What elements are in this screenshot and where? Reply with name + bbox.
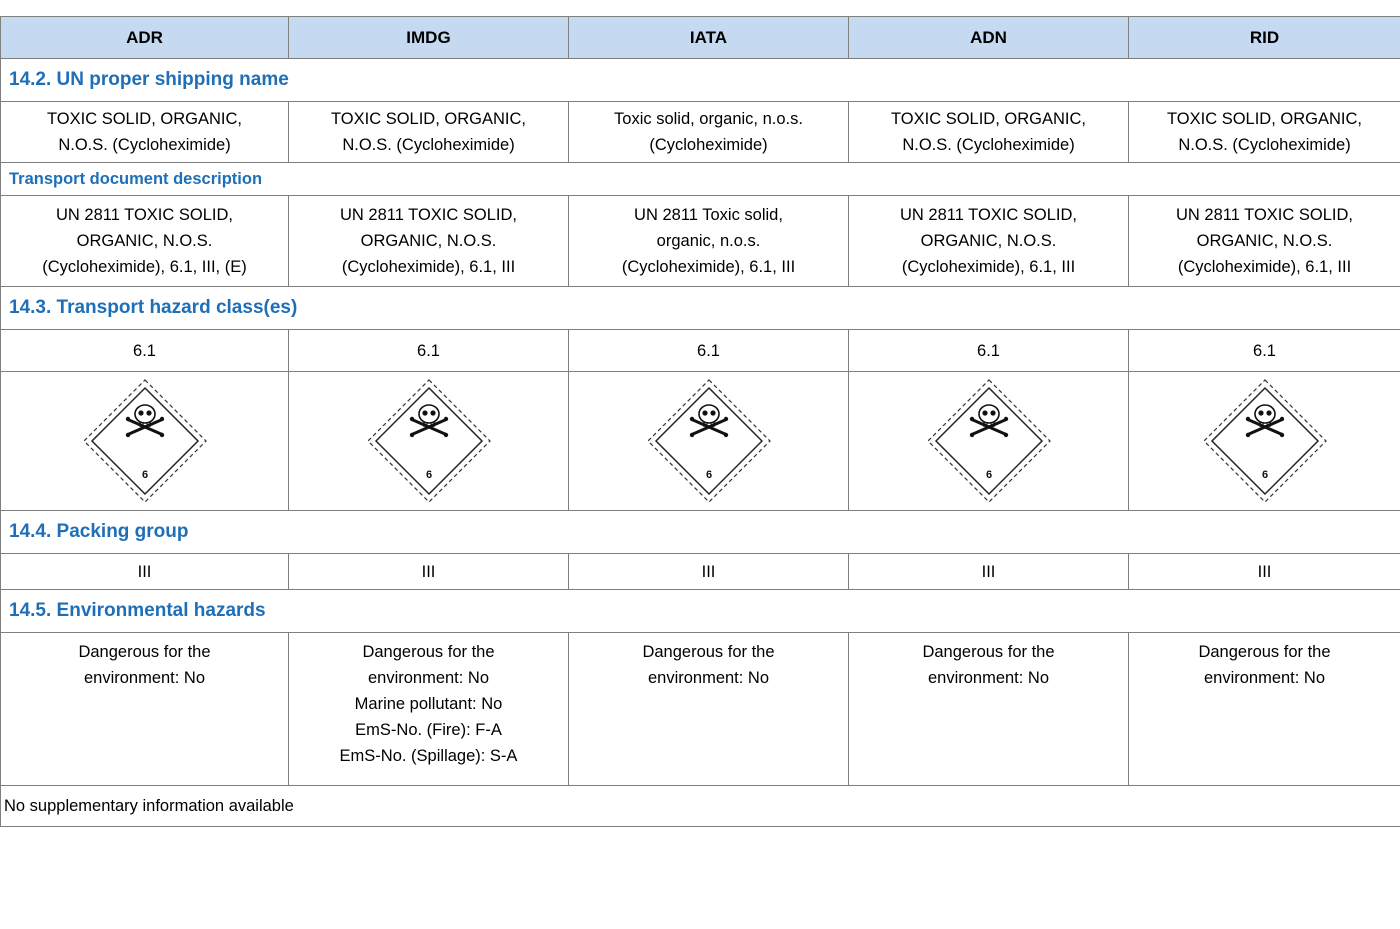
header-row [1,17,1400,59]
toxic-skull-crossbones-icon [1202,378,1328,504]
toxic-skull-crossbones-icon [646,378,772,504]
shipping-name-cell: TOXIC SOLID, ORGANIC, N.O.S. (Cycloheximide) [289,102,569,163]
env-hazards-row [1,633,1400,786]
env-hazards-cell: Dangerous for the environment: No [1,633,289,786]
hazard-label-cell [1,372,289,511]
hazard-label-cell [1129,372,1400,511]
hazard-class-cell: 6.1 [849,330,1129,372]
transport-doc-cell: UN 2811 Toxic solid, organic, n.o.s. (Cycloheximide), 6.1, III [569,196,849,287]
shipping-name-cell: TOXIC SOLID, ORGANIC, N.O.S. (Cycloheximide) [1,102,289,163]
packing-group-cell: III [1129,554,1400,590]
transport-doc-cell: UN 2811 TOXIC SOLID, ORGANIC, N.O.S. (Cycloheximide), 6.1, III, (E) [1,196,289,287]
env-hazards-cell: Dangerous for the environment: No [569,633,849,786]
placard-class-number: 6 [1261,469,1268,481]
packing-group-row [1,554,1400,590]
transport-doc-cell: UN 2811 TOXIC SOLID, ORGANIC, N.O.S. (Cycloheximide), 6.1, III [849,196,1129,287]
transport-doc-cell: UN 2811 TOXIC SOLID, ORGANIC, N.O.S. (Cycloheximide), 6.1, III [289,196,569,287]
shipping-name-cell: Toxic solid, organic, n.o.s. (Cycloheximide) [569,102,849,163]
transport-doc-row [1,196,1400,287]
env-hazards-cell: Dangerous for the environment: No [849,633,1129,786]
section-transport-doc: Transport document description [1,163,1400,196]
shipping-name-cell: TOXIC SOLID, ORGANIC, N.O.S. (Cycloheximide) [849,102,1129,163]
header-adn: ADN [849,17,1129,59]
toxic-skull-crossbones-icon [82,378,208,504]
packing-group-cell: III [569,554,849,590]
packing-group-cell: III [289,554,569,590]
hazard-label-cell [289,372,569,511]
transport-doc-cell: UN 2811 TOXIC SOLID, ORGANIC, N.O.S. (Cycloheximide), 6.1, III [1129,196,1400,287]
header-adr: ADR [1,17,289,59]
placard-class-number: 6 [985,469,992,481]
shipping-name-cell: TOXIC SOLID, ORGANIC, N.O.S. (Cycloheximide) [1129,102,1400,163]
packing-group-cell: III [849,554,1129,590]
env-hazards-cell: Dangerous for the environment: No Marine pollutant: No EmS-No. (Fire): F-A EmS-No. (Spillage): S-A [289,633,569,786]
supplementary-info: No supplementary information available [1,786,1400,827]
hazard-class-cell: 6.1 [1129,330,1400,372]
section-env-hazards: 14.5. Environmental hazards [1,590,1400,633]
section-hazard-class: 14.3. Transport hazard class(es) [1,287,1400,330]
placard-class-number: 6 [141,469,148,481]
transport-info-table [0,16,1400,827]
header-iata: IATA [569,17,849,59]
hazard-label-cell [569,372,849,511]
hazard-class-cell: 6.1 [569,330,849,372]
header-imdg: IMDG [289,17,569,59]
section-packing-group: 14.4. Packing group [1,511,1400,554]
env-hazards-cell: Dangerous for the environment: No [1129,633,1400,786]
hazard-class-row [1,330,1400,372]
toxic-skull-crossbones-icon [366,378,492,504]
section-shipping-name: 14.2. UN proper shipping name [1,59,1400,102]
hazard-label-row [1,372,1400,511]
toxic-skull-crossbones-icon [926,378,1052,504]
shipping-name-row [1,102,1400,163]
placard-class-number: 6 [705,469,712,481]
header-rid: RID [1129,17,1400,59]
hazard-class-cell: 6.1 [1,330,289,372]
placard-class-number: 6 [425,469,432,481]
packing-group-cell: III [1,554,289,590]
hazard-label-cell [849,372,1129,511]
hazard-class-cell: 6.1 [289,330,569,372]
